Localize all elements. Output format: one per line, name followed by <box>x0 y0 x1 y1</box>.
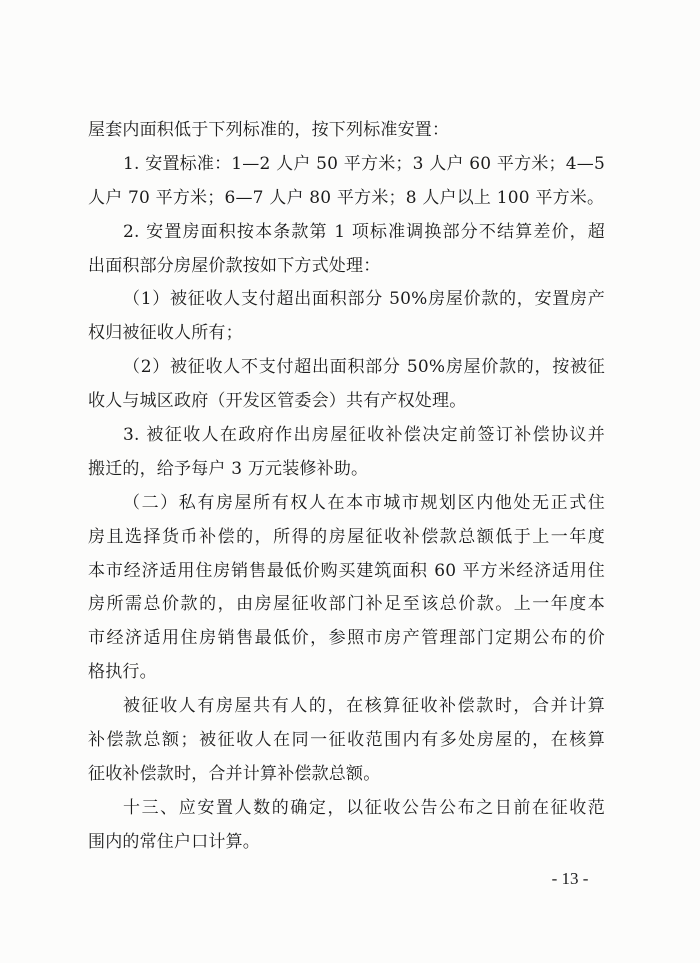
paragraph-item-2 <box>88 216 605 284</box>
body-text <box>88 114 605 860</box>
paragraph-subitem-1 <box>88 283 605 351</box>
page-number: - 13 - <box>551 869 589 888</box>
text-line: 人户 70 平方米；6—7 人户 80 平方米；8 人户以上 100 平方米。 <box>88 187 605 208</box>
text-line: 围内的常住户口计算。 <box>88 831 260 852</box>
paragraph-section-2 <box>88 487 605 690</box>
paragraph-co-owner <box>88 690 605 792</box>
paragraph-article-13 <box>88 792 605 860</box>
text-line: 2. 安置房面积按本条款第 1 项标准调换部分不结算差价，超 <box>123 221 605 242</box>
text-line: 市经济适用住房销售最低价，参照市房产管理部门定期公布的价 <box>88 628 605 649</box>
text-line: （2）被征收人不支付超出面积部分 50%房屋价款的，按被征 <box>123 357 605 378</box>
text-line: 房所需总价款的，由房屋征收部门补足至该总价款。上一年度本 <box>88 594 605 615</box>
text-line: 屋套内面积低于下列标准的，按下列标准安置： <box>88 120 450 140</box>
text-line: 补偿款总额；被征收人在同一征收范围内有多处房屋的，在核算 <box>88 730 605 751</box>
paragraph-subitem-2 <box>88 351 605 419</box>
text-line: 格执行。 <box>88 662 157 683</box>
text-line: 1. 安置标准：1—2 人户 50 平方米；3 人户 60 平方米；4—5 <box>123 153 605 174</box>
text-line: 十三、应安置人数的确定，以征收公告公布之日前在征收范 <box>123 797 605 818</box>
text-line: 3. 被征收人在政府作出房屋征收补偿决定前签订补偿协议并 <box>123 425 605 446</box>
text-line: 搬迁的，给予每户 3 万元装修补助。 <box>88 458 369 479</box>
text-line: （二）私有房屋所有权人在本市城市规划区内他处无正式住 <box>123 492 605 513</box>
text-line: 被征收人有房屋共有人的，在核算征收补偿款时，合并计算 <box>123 696 605 717</box>
text-line: 本市经济适用住房销售最低价购买建筑面积 60 平方米经济适用住 <box>88 560 605 581</box>
text-line: 收人与城区政府（开发区管委会）共有产权处理。 <box>88 391 467 412</box>
text-line: 征收补偿款时，合并计算补偿款总额。 <box>88 763 381 784</box>
paragraph-continuation <box>88 114 605 148</box>
text-line: 权归被征收人所有； <box>88 323 243 344</box>
paragraph-item-1 <box>88 148 605 216</box>
text-line: 出面积部分房屋价款按如下方式处理： <box>88 255 381 276</box>
text-line: （1）被征收人支付超出面积部分 50%房屋价款的，安置房产 <box>123 289 605 310</box>
paragraph-item-3 <box>88 419 605 487</box>
text-line: 房且选择货币补偿的，所得的房屋征收补偿款总额低于上一年度 <box>88 526 605 547</box>
